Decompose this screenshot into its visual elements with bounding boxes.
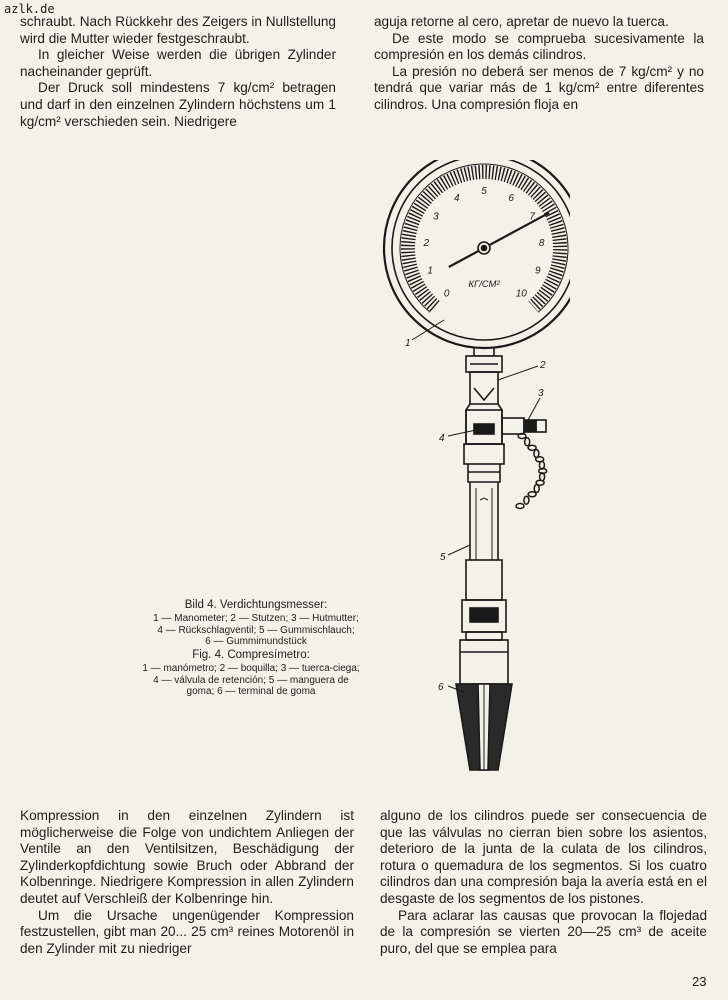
callout-leader: [498, 366, 538, 380]
gauge-scale-label: 6: [508, 192, 514, 204]
adapter-body: [460, 640, 508, 684]
figure-caption-spanish: [128, 648, 374, 698]
rubber-hose: [470, 482, 498, 560]
callout-label-4: 4: [439, 433, 445, 444]
text-column-german-top: [20, 14, 336, 130]
gauge-scale-label: 0: [443, 288, 450, 300]
page-number: 23: [692, 974, 707, 989]
chain-link: [518, 434, 526, 439]
callout-leader: [528, 398, 540, 420]
callout-leader: [448, 430, 476, 436]
text-column-spanish-top: [374, 14, 704, 114]
caption-line: 4 — válvula de retención; 5 — manguera de: [153, 674, 349, 686]
gauge-scale-label: 2: [423, 237, 430, 249]
callout-label-5: 5: [440, 552, 446, 563]
callout-label-1: 1: [405, 338, 411, 349]
caption-line: goma; 6 — terminal de goma: [186, 686, 316, 698]
gauge-scale-label: 1: [427, 265, 433, 277]
chain-link: [524, 496, 529, 504]
paragraph: schraubt. Nach Rückkehr des Zeigers in Nullstellung wird die Mutter wieder festgeschraubt.: [20, 14, 336, 46]
paragraph: De este modo se comprueba sucesivamente la compresión en los demás cilindros.: [374, 30, 704, 63]
chain-link: [528, 492, 536, 497]
gauge-scale-label: 5: [481, 186, 487, 197]
paragraph: alguno de los cilindros puede ser consecuencia de que las válvulas no cierran bien sobre los asientos, deterioro de la junta de la culata de los cilindros, rotura o quemadura de los segmentos. Si los cuatro cilindros dan una compresión baja la avería está en el desgaste de los segmentos de los pistones.: [380, 808, 707, 906]
gauge-scale-label: 4: [454, 192, 460, 204]
caption-line: 4 — Rückschlagventil; 5 — Gummischlauch;: [157, 624, 355, 636]
check-valve: [474, 424, 494, 434]
figure-caption-german: [140, 598, 372, 648]
callout-label-2: 2: [540, 360, 546, 371]
paragraph: aguja retorne al cero, apretar de nuevo la tuerca.: [374, 14, 669, 29]
paragraph: Der Druck soll mindestens 7 kg/cm² betragen und darf in den einzelnen Zylindern höchstens um 1 kg/cm² verschieden sein. Niedrigere: [20, 80, 336, 129]
chain-link: [525, 438, 530, 446]
gauge-scale-label: 3: [433, 211, 439, 223]
chain-link: [534, 485, 539, 493]
callout-label-6: 6: [438, 682, 444, 693]
paragraph: La presión no deberá ser menos de 7 kg/cm² y no tendrá que variar más de 1 kg/cm² entre diferentes cilindros. Una compresión floja en: [374, 63, 704, 112]
gauge-unit-label: КГ/СМ²: [468, 279, 500, 290]
gauge-stem: [474, 348, 494, 356]
compression-tester-illustration: [380, 160, 570, 785]
needle-hub-center: [482, 246, 487, 251]
safety-chain: [516, 434, 547, 509]
chain-link: [516, 504, 524, 509]
lower-coupling: [464, 444, 504, 464]
caption-line: 1 — manómetro; 2 — boquilla; 3 — tuerca-ciega;: [142, 663, 360, 674]
text-column-german-bottom: [20, 808, 354, 957]
paragraph: Um die Ursache ungenügender Kompression festzustellen, gibt man 20... 25 cm³ reines Motorenöl in den Zylinder mit zu niedriger: [20, 907, 354, 956]
paragraph: Kompression in den einzelnen Zylindern ist möglicherweise die Folge von undichtem Anliegen der Ventile an den Ventilsitzen, Beschädigung der Zylinderkopfdichtung sowie Bruch oder Abbrand der Kolbenringe. Niedrigere Kompression in allen Zylindern deutet auf Verschleiß der Kolbenringe hin.: [20, 808, 354, 906]
cap-nut: [502, 418, 524, 434]
text-column-spanish-bottom: [380, 808, 707, 957]
paragraph: Para aclarar las causas que provocan la flojedad de la compresión se vierten 20—25 cm³ de aceite puro, del que se emplea para: [380, 907, 707, 956]
caption-title: Bild 4. Verdichtungsmesser:: [184, 599, 328, 611]
paragraph: In gleicher Weise werden die übrigen Zylinder nacheinander geprüft.: [20, 47, 336, 79]
gauge-scale-label: 10: [515, 288, 527, 300]
gauge-scale-label: 9: [535, 265, 541, 277]
callout-label-3: 3: [538, 388, 544, 399]
caption-line: 6 — Gummimundstück: [205, 636, 307, 648]
site-watermark: azlk.de: [4, 2, 55, 16]
gauge-scale-label: 7: [529, 211, 535, 223]
lower-fitting: [466, 560, 502, 600]
gauge-scale-label: 8: [538, 237, 545, 249]
caption-title: Fig. 4. Compresímetro:: [192, 649, 310, 661]
caption-line: 1 — Manometer; 2 — Stutzen; 3 — Hutmutter;: [153, 613, 359, 624]
callout-leader: [448, 545, 470, 555]
